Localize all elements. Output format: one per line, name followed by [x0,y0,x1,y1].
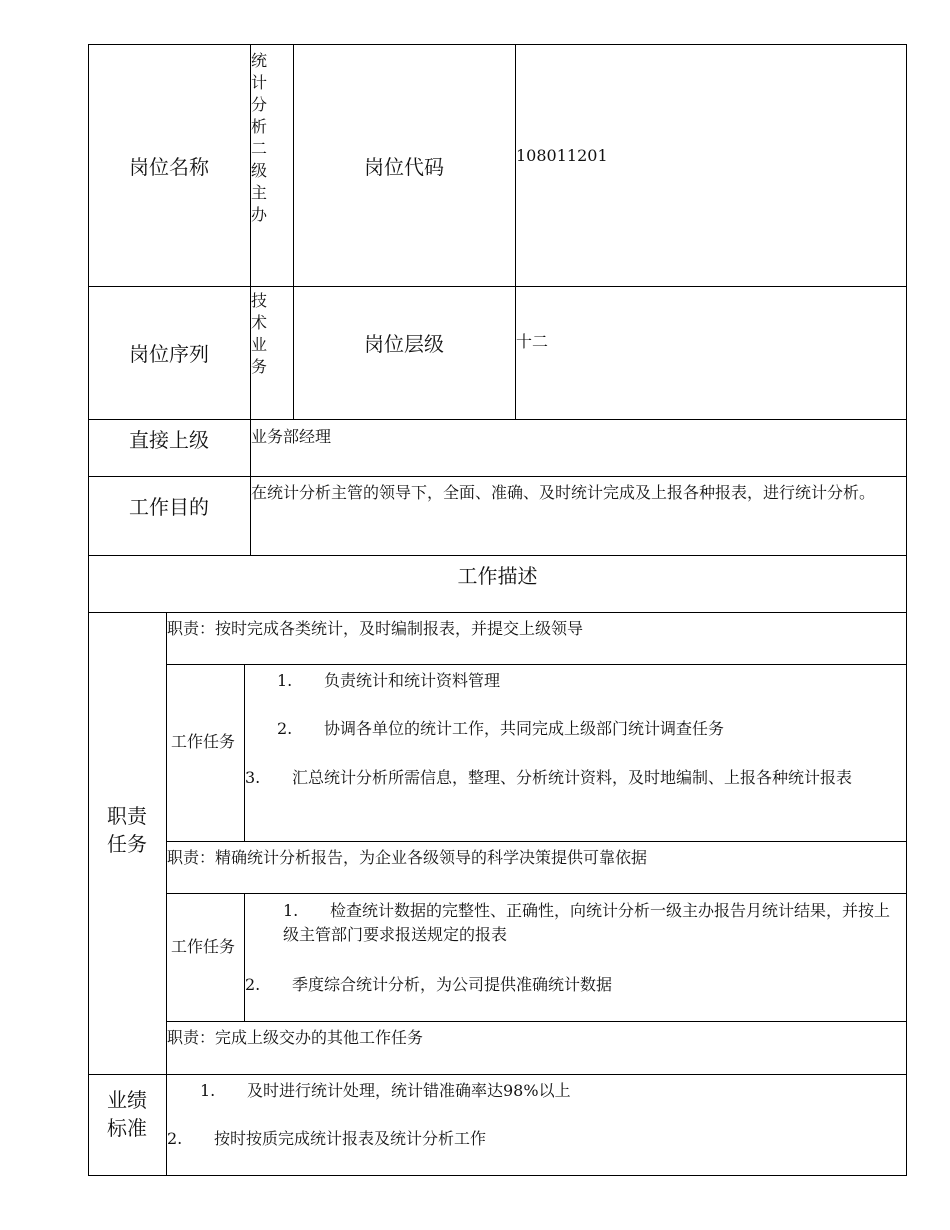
performance-item-2: 2. 按时按质完成统计报表及统计分析工作 [167,1129,487,1148]
purpose-label: 工作目的 [129,494,209,519]
position-code-value: 108011201 [516,146,608,165]
position-name-value: 统计分析二级主办 [251,51,268,224]
duty-1-task-3: 3. 汇总统计分析所需信息，整理、分析统计资料，及时地编制、上报各种统计报表 [245,768,853,787]
duty-2-task-label: 工作任务 [170,937,235,956]
duty-1-task-label: 工作任务 [170,732,235,751]
position-sequence-value: 技术业务 [251,291,268,376]
performance-label: 业绩标准 [107,1088,147,1140]
performance-item-1: 1. 及时进行统计处理，统计错准确率达98%以上 [200,1081,571,1100]
superior-value: 业务部经理 [251,427,332,446]
position-sequence-label: 岗位序列 [129,342,209,366]
superior-label: 直接上级 [129,427,209,452]
position-level-value: 十二 [516,332,549,351]
duty-3-text: 职责：完成上级交办的其他工作任务 [167,1028,424,1047]
position-level-label: 岗位层级 [364,332,444,356]
description-title: 工作描述 [457,563,538,588]
duty-2-task-1: 1. 检查统计数据的完整性、正确性，向统计分析一级主办报告月统计结果，并按上级主管部门要求报送规定的报表 [283,901,891,944]
duties-label: 职责任务 [107,804,147,856]
duty-2-text: 职责：精确统计分析报告，为企业各级领导的科学决策提供可靠依据 [167,848,648,867]
duty-1-task-1: 1. 负责统计和统计资料管理 [277,671,501,690]
position-name-label: 岗位名称 [129,154,209,179]
duty-2-task-2: 2. 季度综合统计分析，为公司提供准确统计数据 [245,975,613,994]
position-code-label: 岗位代码 [364,154,444,179]
duty-1-text: 职责：按时完成各类统计，及时编制报表，并提交上级领导 [167,619,584,638]
duty-1-task-2: 2. 协调各单位的统计工作，共同完成上级部门统计调查任务 [277,719,725,738]
purpose-value: 在统计分析主管的领导下，全面、准确、及时统计完成及上报各种报表，进行统计分析。 [251,483,876,502]
